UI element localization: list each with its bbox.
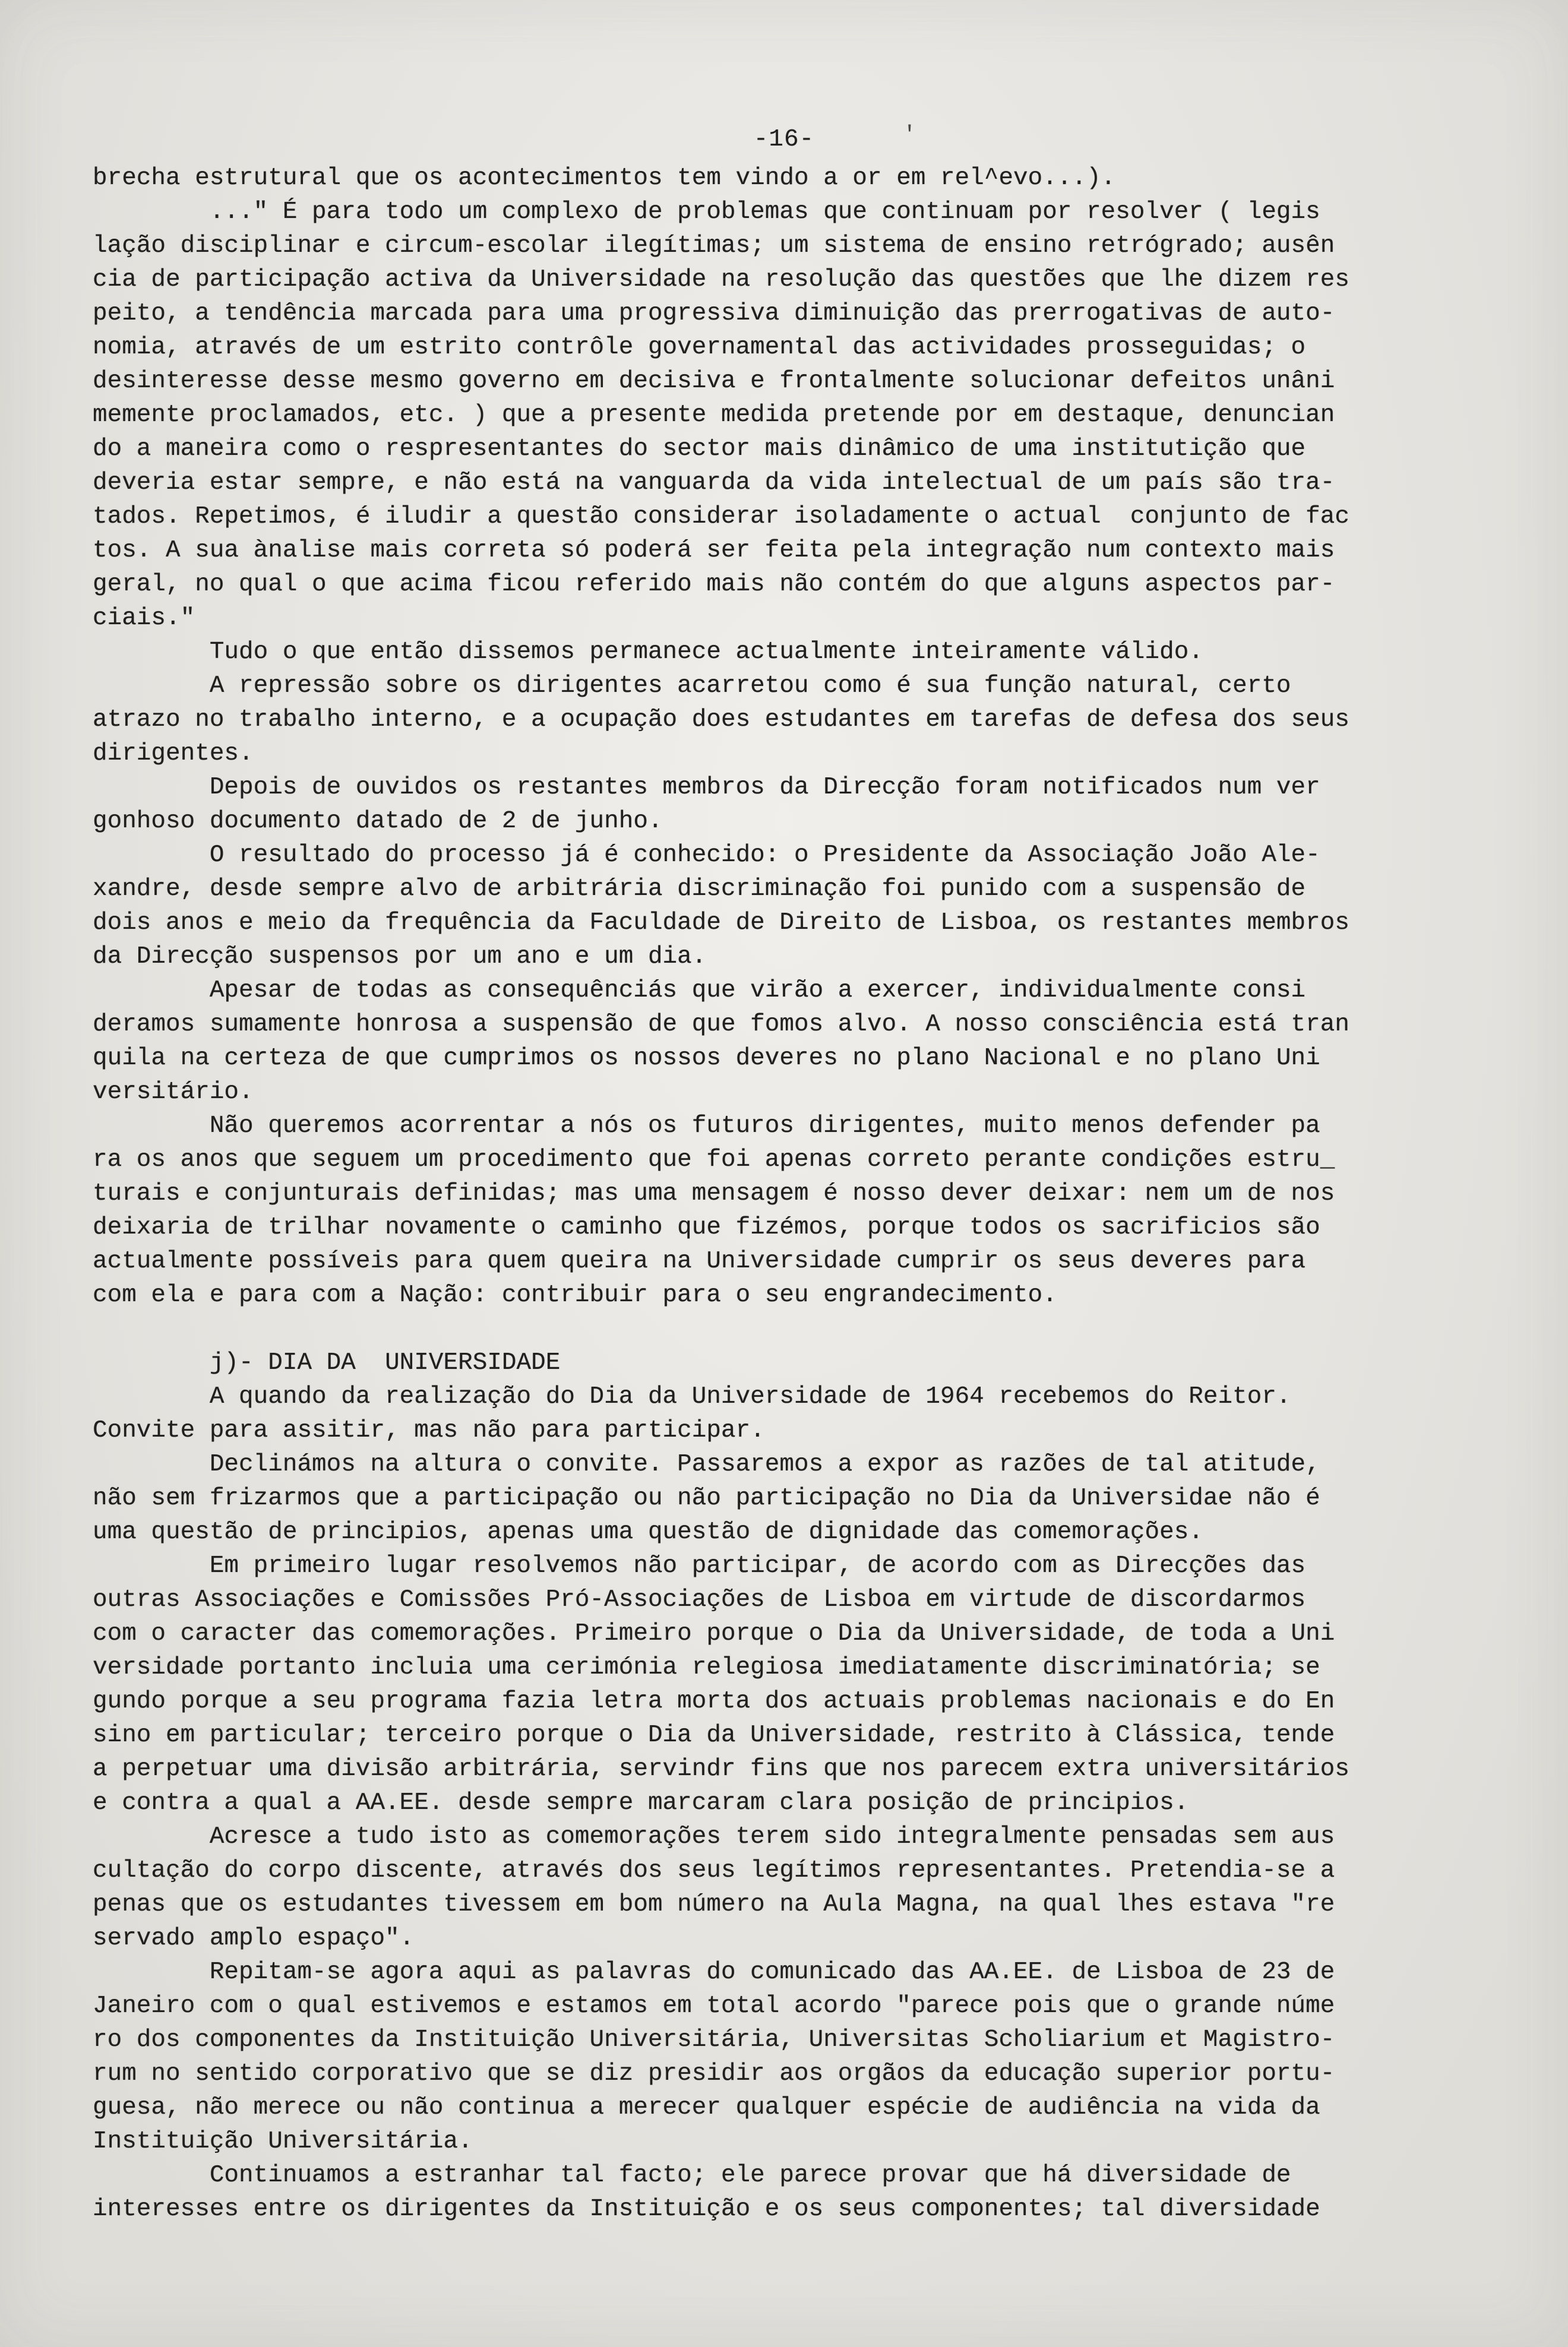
- text-line: da Direcção suspensos por um ano e um dia.: [93, 943, 707, 970]
- text-line: atrazo no trabalho interno, e a ocupação does estudantes em tarefas de defesa dos seus: [93, 706, 1349, 733]
- text-line: desinteresse desse mesmo governo em decisiva e frontalmente solucionar defeitos unâni: [93, 368, 1335, 395]
- text-line: com o caracter das comemorações. Primeiro porque o Dia da Universidade, de toda a Uni: [93, 1620, 1335, 1647]
- text-line: penas que os estudantes tivessem em bom número na Aula Magna, na qual lhes estava "re: [93, 1891, 1335, 1918]
- text-line: geral, no qual o que acima ficou referido mais não contém do que alguns aspectos par-: [93, 571, 1335, 598]
- text-line: uma questão de principios, apenas uma questão de dignidade das comemorações.: [93, 1519, 1203, 1546]
- text-line: ciais.": [93, 605, 195, 632]
- text-line: servado amplo espaço".: [93, 1925, 415, 1952]
- text-line: Acresce a tudo isto as comemorações terem sido integralmente pensadas sem aus: [93, 1823, 1335, 1851]
- text-line: dirigentes.: [93, 740, 254, 767]
- text-line: rum no sentido corporativo que se diz presidir aos orgãos da educação superior portu-: [93, 2060, 1335, 2087]
- text-line: deixaria de trilhar novamente o caminho que fizémos, porque todos os sacrificios são: [93, 1214, 1320, 1241]
- text-line: lação disciplinar e circum-escolar ilegítimas; um sistema de ensino retrógrado; ausên: [93, 232, 1335, 260]
- text-line: não sem frizarmos que a participação ou não participação no Dia da Universidae não é: [93, 1485, 1320, 1512]
- text-line: ..." É para todo um complexo de problemas que continuam por resolver ( legis: [93, 198, 1320, 226]
- text-block: [93, 162, 1459, 2226]
- text-line: Não queremos acorrentar a nós os futuros dirigentes, muito menos defender pa: [93, 1112, 1320, 1140]
- text-line: e contra a qual a AA.EE. desde sempre marcaram clara posição de principios.: [93, 1789, 1189, 1817]
- stray-ink-mark: ': [903, 122, 916, 148]
- text-line: turais e conjunturais definidas; mas uma mensagem é nosso dever deixar: nem um de nos: [93, 1180, 1335, 1207]
- text-line: Instituição Universitária.: [93, 2128, 473, 2155]
- text-line: versitário.: [93, 1078, 254, 1106]
- text-line: a perpetuar uma divisão arbitrária, servindr fins que nos parecem extra universitários: [93, 1755, 1349, 1783]
- text-line: cia de participação activa da Universidade na resolução das questões que lhe dizem res: [93, 266, 1349, 293]
- page-number: -16-: [753, 126, 815, 153]
- text-line: outras Associações e Comissões Pró-Associações de Lisboa em virtude de discordarmos: [93, 1586, 1306, 1614]
- text-line: brecha estrutural que os acontecimentos tem vindo a or em rel^evo...).: [93, 165, 1116, 192]
- text-line: Tudo o que então dissemos permanece actualmente inteiramente válido.: [93, 638, 1203, 666]
- text-line: ro dos componentes da Instituição Universitária, Universitas Scholiarium et Magistro-: [93, 2026, 1335, 2054]
- text-line: tados. Repetimos, é iludir a questão considerar isoladamente o actual conjunto de fac: [93, 503, 1349, 530]
- text-line: sino em particular; terceiro porque o Dia da Universidade, restrito à Clássica, tende: [93, 1722, 1335, 1749]
- text-line: O resultado do processo já é conhecido: o Presidente da Associação João Ale-: [93, 842, 1320, 869]
- text-line: do a maneira como o respresentantes do sector mais dinâmico de uma institutição que: [93, 435, 1306, 463]
- text-line: Janeiro com o qual estivemos e estamos em total acordo "parece pois que o grande núme: [93, 1992, 1335, 2020]
- text-line: memente proclamados, etc. ) que a presente medida pretende por em destaque, denuncian: [93, 401, 1335, 429]
- section-heading: j)- DIA DA UNIVERSIDADE: [93, 1349, 561, 1377]
- text-line: Apesar de todas as consequênciás que virão a exercer, individualmente consi: [93, 977, 1306, 1004]
- text-line: deramos sumamente honrosa a suspensão de que fomos alvo. A nosso consciência está tran: [93, 1011, 1349, 1038]
- text-line: versidade portanto incluia uma cerimónia relegiosa imediatamente discriminatória; se: [93, 1654, 1320, 1681]
- text-line: gonhoso documento datado de 2 de junho.: [93, 808, 663, 835]
- text-line: A quando da realização do Dia da Universidade de 1964 recebemos do Reitor.: [93, 1383, 1291, 1410]
- text-line: peito, a tendência marcada para uma progressiva diminuição das prerrogativas de auto-: [93, 300, 1335, 327]
- text-line: Repitam-se agora aqui as palavras do comunicado das AA.EE. de Lisboa de 23 de: [93, 1959, 1335, 1986]
- text-line: interesses entre os dirigentes da Instituição e os seus componentes; tal diversidade: [93, 2196, 1320, 2223]
- text-line: nomia, através de um estrito contrôle governamental das actividades prosseguidas; o: [93, 334, 1306, 361]
- text-line: com ela e para com a Nação: contribuir para o seu engrandecimento.: [93, 1282, 1057, 1309]
- text-line: gundo porque a seu programa fazia letra morta dos actuais problemas nacionais e do En: [93, 1688, 1335, 1715]
- text-line: xandre, desde sempre alvo de arbitrária discriminação foi punido com a suspensão de: [93, 875, 1306, 903]
- text-line: deveria estar sempre, e não está na vanguarda da vida intelectual de um país são tra-: [93, 469, 1335, 496]
- text-line: ra os anos que seguem um procedimento que foi apenas correto perante condições estru_: [93, 1146, 1335, 1174]
- text-line: guesa, não merece ou não continua a merecer qualquer espécie de audiência na vida da: [93, 2094, 1320, 2121]
- text-line: tos. A sua ànalise mais correta só poderá ser feita pela integração num contexto mais: [93, 537, 1335, 564]
- text-line: dois anos e meio da frequência da Faculdade de Direito de Lisboa, os restantes membros: [93, 909, 1349, 937]
- text-line: quila na certeza de que cumprimos os nossos deveres no plano Nacional e no plano Uni: [93, 1045, 1320, 1072]
- text-line: [93, 1312, 1459, 1346]
- text-line: Declinámos na altura o convite. Passaremos a expor as razões de tal atitude,: [93, 1451, 1320, 1478]
- text-line: actualmente possíveis para quem queira na Universidade cumprir os seus deveres para: [93, 1248, 1306, 1275]
- text-line: Em primeiro lugar resolvemos não participar, de acordo com as Direcções das: [93, 1552, 1306, 1580]
- text-line: A repressão sobre os dirigentes acarretou como é sua função natural, certo: [93, 672, 1291, 700]
- text-line: Convite para assitir, mas não para participar.: [93, 1417, 765, 1444]
- text-line: Continuamos a estranhar tal facto; ele parece provar que há diversidade de: [93, 2162, 1291, 2189]
- text-line: Depois de ouvidos os restantes membros da Direcção foram notificados num ver: [93, 774, 1320, 801]
- text-line: cultação do corpo discente, através dos seus legítimos representantes. Pretendia-se a: [93, 1857, 1335, 1884]
